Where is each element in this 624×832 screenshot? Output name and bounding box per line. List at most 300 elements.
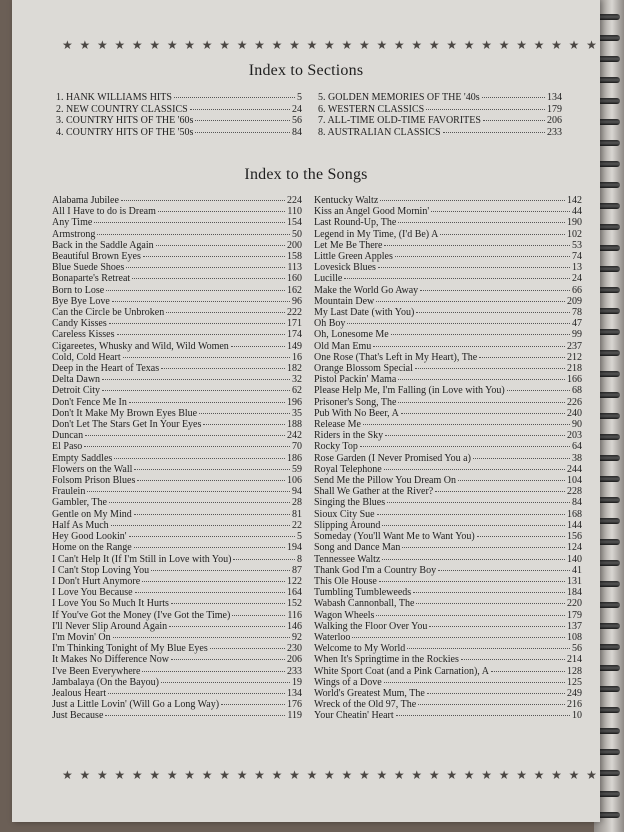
star-icon: ★ [568,768,580,782]
star-icon: ★ [446,768,458,782]
star-icon: ★ [376,38,388,52]
dot-leader [384,245,570,246]
dot-leader [126,267,285,268]
entry-page-number: 32 [292,374,302,386]
entry-page-number: 196 [287,396,302,408]
index-entry [52,251,302,262]
entry-page-number: 104 [567,475,582,487]
index-entry [52,610,302,621]
entry-title: 2. NEW COUNTRY CLASSICS [56,103,188,115]
dot-leader [402,547,565,548]
star-icon: ★ [236,38,248,52]
index-entry [314,699,582,710]
dot-leader [113,637,290,638]
dot-leader [431,211,570,212]
entry-page-number: 146 [287,620,302,632]
index-entry [52,195,302,206]
star-icon: ★ [463,38,475,52]
star-icon: ★ [586,38,597,52]
dot-leader [398,222,565,223]
entry-page-number: 179 [547,103,562,115]
dot-leader [387,502,570,503]
entry-title: Wagon Wheels [314,609,375,621]
entry-title: I Don't Hurt Anymore [52,575,141,587]
index-entry [52,329,302,340]
entry-page-number: 214 [567,654,582,666]
dot-leader [443,132,545,133]
entry-page-number: 113 [287,262,302,274]
star-icon: ★ [428,38,440,52]
star-icon: ★ [516,38,527,52]
dot-leader [376,615,565,616]
index-entry [52,273,302,284]
entry-page-number: 128 [567,665,582,677]
dot-leader [385,435,565,436]
entry-page-number: 84 [572,497,582,509]
entry-title: Folsom Prison Blues [52,475,136,487]
entry-page-number: 53 [572,239,582,251]
dot-leader [174,97,295,98]
star-icon: ★ [219,768,230,782]
index-entry [318,92,562,104]
index-entry [314,520,582,531]
entry-page-number: 156 [567,531,582,543]
dot-leader [435,491,565,492]
index-entry [52,285,302,296]
entry-page-number: 206 [287,654,302,666]
index-entry [314,441,582,452]
index-entry [314,262,582,273]
star-icon: ★ [289,38,300,52]
dot-leader [161,682,290,683]
star-icon: ★ [79,38,91,52]
star-icon: ★ [254,38,265,52]
dot-leader [142,581,285,582]
entry-page-number: 168 [567,508,582,520]
entry-title: Cigareetes, Whusky and Wild, Wild Women [52,340,229,352]
dot-leader [121,200,285,201]
entry-page-number: 102 [567,228,582,240]
index-entry [52,520,302,531]
bottom-star-border [62,768,597,782]
entry-title: Send Me the Pillow You Dream On [314,475,456,487]
entry-title: Just a Little Lovin' (Will Go a Long Way) [52,699,220,711]
entry-title: Empty Saddles [52,452,113,464]
entry-page-number: 64 [572,441,582,453]
entry-page-number: 206 [547,115,562,126]
index-entry [52,441,302,452]
entry-title: White Sport Coat (and a Pink Carnation), A [314,665,489,677]
entry-title: Beautiful Brown Eyes [52,251,141,263]
dot-leader [438,570,570,571]
index-entry [52,374,302,385]
entry-page-number: 28 [292,497,302,509]
dot-leader [416,312,570,313]
entry-title: Hey Good Lookin' [52,531,127,543]
dot-leader [491,671,565,672]
entry-title: Careless Kisses [52,329,115,341]
entry-title: Bonaparte's Retreat [52,273,131,285]
entry-title: Walking the Floor Over You [314,620,428,632]
index-entry [314,419,582,430]
index-entry [314,285,582,296]
index-entry [314,273,582,284]
entry-title: Slipping Around [314,519,381,531]
dot-leader [195,132,290,133]
star-icon: ★ [114,38,126,52]
index-entry [52,385,302,396]
index-entry [318,104,562,116]
entry-page-number: 56 [292,115,302,126]
index-entry [52,497,302,508]
index-entry [314,576,582,587]
entry-page-number: 237 [567,340,582,352]
star-icon: ★ [149,38,161,52]
entry-page-number: 124 [567,542,582,554]
star-icon: ★ [149,768,161,782]
entry-title: Blue Suede Shoes [52,262,125,274]
dot-leader [232,615,285,616]
index-entry [52,307,302,318]
entry-page-number: 125 [567,676,582,688]
entry-title: Song and Dance Man [314,542,401,554]
index-entry [52,408,302,419]
index-entry [314,408,582,419]
entry-page-number: 5 [297,531,302,543]
index-entry [52,554,302,565]
index-entry [314,430,582,441]
index-entry [52,654,302,665]
dot-leader [398,379,565,380]
entry-page-number: 233 [547,126,562,138]
entry-title: El Paso [52,441,83,453]
dot-leader [129,402,285,403]
entry-title: Just Because [52,710,104,722]
entry-title: This Ole House [314,575,377,587]
index-entry [314,240,582,251]
index-entry [52,643,302,654]
star-icon: ★ [184,768,196,782]
entry-title: Delta Dawn [52,374,101,386]
dot-leader [347,323,570,324]
sections-list-left [56,92,302,138]
index-entry [52,699,302,710]
dot-leader [458,480,565,481]
entry-page-number: 59 [292,463,302,475]
entry-title: Alabama Jubilee [52,195,119,206]
star-icon: ★ [586,768,597,782]
dot-leader [151,570,290,571]
index-entry [318,127,562,139]
index-entry [52,318,302,329]
entry-page-number: 186 [287,452,302,464]
star-icon: ★ [96,38,108,52]
dot-leader [158,211,285,212]
index-entry [314,475,582,486]
entry-page-number: 106 [287,475,302,487]
star-icon: ★ [271,38,283,52]
entry-page-number: 96 [292,295,302,307]
entry-title: Flowers on the Wall [52,463,133,475]
dot-leader [221,704,285,705]
entry-page-number: 190 [567,217,582,229]
star-icon: ★ [533,768,545,782]
index-entry [314,296,582,307]
entry-page-number: 131 [567,575,582,587]
index-entry [314,206,582,217]
star-icon: ★ [79,768,91,782]
dot-leader [352,637,565,638]
dot-leader [203,424,285,425]
entry-page-number: 56 [572,643,582,655]
entry-title: Rocky Top [314,441,358,453]
star-icon: ★ [184,38,196,52]
dot-leader [109,502,290,503]
entry-title: I Love You Because [52,587,133,599]
index-entry [52,419,302,430]
entry-page-number: 216 [567,699,582,711]
entry-title: Jealous Heart [52,687,107,699]
index-entry [314,486,582,497]
index-entry [314,688,582,699]
dot-leader [195,120,290,121]
index-entry [56,127,302,139]
star-icon: ★ [411,38,423,52]
sections-list-right [318,92,562,138]
entry-title: 4. COUNTRY HITS OF THE '50s [56,126,194,138]
entry-title: Deep in the Heart of Texas [52,363,160,375]
entry-title: Cold, Cold Heart [52,351,121,363]
index-entry [52,475,302,486]
entry-title: Pub With No Beer, A [314,407,399,419]
entry-title: Your Cheatin' Heart [314,710,394,722]
dot-leader [415,368,565,369]
entry-title: Wings of a Dove [314,676,382,688]
entry-page-number: 116 [287,609,302,621]
entry-page-number: 240 [567,407,582,419]
star-icon: ★ [516,768,527,782]
entry-page-number: 94 [292,486,302,498]
index-entry [52,509,302,520]
entry-page-number: 35 [292,407,302,419]
star-icon: ★ [446,38,458,52]
entry-page-number: 224 [287,195,302,206]
star-icon: ★ [358,768,370,782]
entry-page-number: 70 [292,441,302,453]
entry-title: Back in the Saddle Again [52,239,154,251]
entry-title: Lucille [314,273,343,285]
dot-leader [134,514,290,515]
dot-leader [94,222,285,223]
entry-title: Royal Telephone [314,463,382,475]
dot-leader [129,536,295,537]
entry-title: I Can't Stop Loving You [52,564,150,576]
dot-leader [395,256,570,257]
dot-leader [427,693,565,694]
index-entry [314,654,582,665]
entry-title: 1. HANK WILLIAMS HITS [56,92,172,103]
dot-leader [378,267,570,268]
index-entry [52,341,302,352]
top-star-border [62,38,597,52]
entry-title: Welcome to My World [314,643,406,655]
index-entry [318,115,562,127]
index-entry [52,565,302,576]
entry-title: I've Been Everywhere [52,665,141,677]
entry-title: 7. ALL-TIME OLD-TIME FAVORITES [318,115,481,126]
star-icon: ★ [166,768,178,782]
entry-title: 6. WESTERN CLASSICS [318,103,425,115]
index-entry [52,576,302,587]
index-entry [52,710,302,721]
entry-title: Legend in My Time, (I'd Be) A [314,228,439,240]
dot-leader [171,603,285,604]
index-entry [52,229,302,240]
index-entry [52,666,302,677]
dot-leader [132,278,285,279]
dot-leader [233,559,295,560]
entry-title: World's Greatest Mum, The [314,687,425,699]
entry-title: Shall We Gather at the River? [314,486,434,498]
entry-title: Gambler, The [52,497,107,509]
entry-page-number: 122 [287,575,302,587]
star-icon: ★ [376,768,388,782]
index-entry [314,565,582,576]
dot-leader [85,435,285,436]
entry-page-number: 228 [567,486,582,498]
entry-title: Home on the Range [52,542,132,554]
dot-leader [461,659,565,660]
dot-leader [142,671,285,672]
index-entry [52,262,302,273]
star-icon: ★ [62,38,73,52]
dot-leader [231,346,285,347]
entry-title: Candy Kisses [52,318,107,330]
entry-title: I'm Thinking Tonight of My Blue Eyes [52,643,208,655]
entry-page-number: 162 [287,284,302,296]
dot-leader [473,458,570,459]
index-entry [314,385,582,396]
dot-leader [379,581,565,582]
entry-title: Don't Let The Stars Get In Your Eyes [52,419,202,431]
entry-page-number: 90 [572,419,582,431]
entry-page-number: 160 [287,273,302,285]
entry-title: Make the World Go Away [314,284,419,296]
entry-page-number: 87 [292,564,302,576]
entry-title: Oh, Lonesome Me [314,329,389,341]
entry-page-number: 44 [572,206,582,218]
entry-page-number: 110 [287,206,302,218]
entry-page-number: 137 [567,620,582,632]
index-entry [52,598,302,609]
index-entry [314,677,582,688]
entry-page-number: 182 [287,363,302,375]
dot-leader [210,648,285,649]
dot-leader [391,334,570,335]
dot-leader [156,245,285,246]
entry-title: Tennessee Waltz [314,553,381,565]
index-entry [314,397,582,408]
star-icon: ★ [219,38,230,52]
star-icon: ★ [498,768,510,782]
index-page [12,0,600,822]
entry-title: Singing the Blues [314,497,386,509]
star-icon: ★ [533,38,545,52]
index-entry [52,677,302,688]
star-icon: ★ [96,768,108,782]
index-entry [314,363,582,374]
dot-leader [413,592,565,593]
index-entry [52,621,302,632]
dot-leader [420,290,570,291]
sections-title: Index to Sections [248,62,364,79]
entry-page-number: 166 [567,374,582,386]
star-icon: ★ [62,768,73,782]
entry-page-number: 22 [292,519,302,531]
entry-page-number: 74 [572,251,582,263]
entry-title: Little Green Apples [314,251,393,263]
dot-leader [97,234,290,235]
entry-page-number: 142 [567,195,582,206]
entry-page-number: 5 [297,92,302,103]
dot-leader [507,390,570,391]
entry-title: If You've Got the Money (I've Got the Time) [52,609,231,621]
entry-page-number: 99 [572,329,582,341]
dot-leader [166,312,285,313]
entry-title: Prisoner's Song, The [314,396,397,408]
entry-title: 3. COUNTRY HITS OF THE '60s [56,115,194,126]
entry-title: Gentle on My Mind [52,508,132,520]
entry-page-number: 249 [567,687,582,699]
entry-page-number: 38 [572,452,582,464]
dot-leader [169,626,285,627]
index-entry [52,206,302,217]
entry-page-number: 149 [287,340,302,352]
entry-page-number: 209 [567,295,582,307]
index-entry [56,92,302,104]
entry-title: Wabash Cannonball, The [314,598,415,610]
star-icon: ★ [481,38,493,52]
entry-page-number: 140 [567,553,582,565]
index-entry [314,341,582,352]
dot-leader [418,704,565,705]
star-icon: ★ [568,38,580,52]
dot-leader [171,659,285,660]
star-icon: ★ [289,768,300,782]
entry-title: Riders in the Sky [314,430,384,442]
star-icon: ★ [463,768,475,782]
entry-page-number: 8 [297,553,302,565]
index-entry [52,688,302,699]
songs-title: Index to the Songs [244,166,368,183]
star-icon: ★ [324,38,335,52]
entry-title: When It's Springtime in the Rockies [314,654,459,666]
index-entry [314,710,582,721]
dot-leader [105,715,285,716]
entry-title: Detroit City [52,385,101,397]
index-entry [314,329,582,340]
star-icon: ★ [428,768,440,782]
dot-leader [363,424,570,425]
entry-page-number: 220 [567,598,582,610]
entry-page-number: 68 [572,385,582,397]
entry-page-number: 194 [287,542,302,554]
dot-leader [123,357,290,358]
dot-leader [384,469,565,470]
star-icon: ★ [324,768,335,782]
dot-leader [479,357,565,358]
index-entry [52,453,302,464]
